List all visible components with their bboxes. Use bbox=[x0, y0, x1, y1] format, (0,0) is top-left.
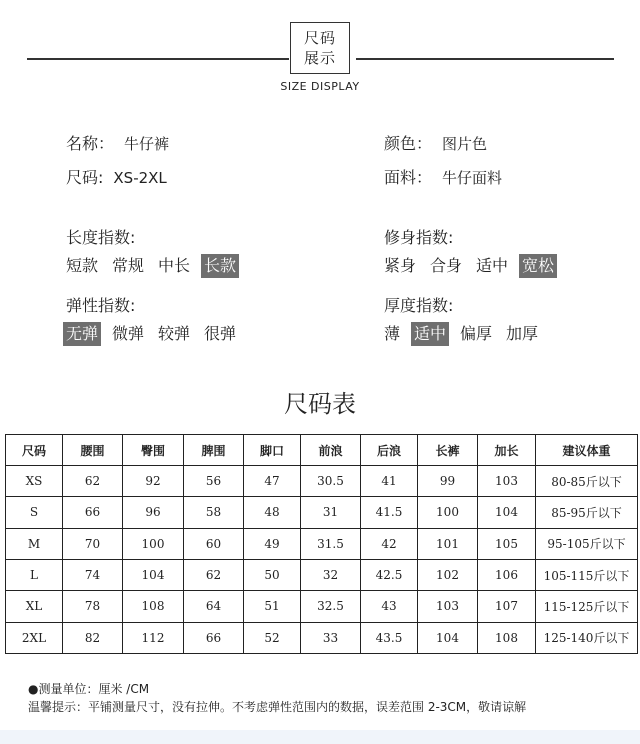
table-cell: 31 bbox=[301, 497, 361, 528]
header-cell: 长裤 bbox=[418, 435, 478, 466]
table-cell: 60 bbox=[184, 528, 244, 559]
header-divider-right bbox=[356, 58, 614, 60]
table-cell: 32.5 bbox=[301, 591, 361, 622]
measurement-unit-note: ●测量单位：厘米 /CM bbox=[28, 682, 150, 696]
table-row bbox=[6, 497, 638, 528]
size-table bbox=[5, 434, 638, 654]
header-cell: 脚口 bbox=[244, 435, 301, 466]
table-row bbox=[6, 559, 638, 590]
table-cell: 104 bbox=[123, 559, 184, 590]
table-cell: 30.5 bbox=[301, 466, 361, 497]
table-cell: 102 bbox=[418, 559, 478, 590]
table-cell: 56 bbox=[184, 466, 244, 497]
table-cell: XL bbox=[6, 591, 63, 622]
product-color-row bbox=[384, 131, 487, 154]
thickness-option: 偏厚 bbox=[460, 324, 493, 343]
table-cell: 78 bbox=[63, 591, 123, 622]
product-size-label: 尺码: bbox=[66, 168, 104, 187]
elastic-option: 很弹 bbox=[204, 324, 237, 343]
table-cell: 41 bbox=[361, 466, 418, 497]
table-cell: 115-125斤以下 bbox=[536, 591, 638, 622]
table-cell: 106 bbox=[478, 559, 536, 590]
table-cell: 42.5 bbox=[361, 559, 418, 590]
table-row bbox=[6, 466, 638, 497]
size-table-header-row bbox=[6, 435, 638, 466]
product-name-label: 名称： bbox=[66, 134, 115, 153]
header-cell: 臀围 bbox=[123, 435, 184, 466]
table-cell: 52 bbox=[244, 622, 301, 653]
table-cell: 104 bbox=[478, 497, 536, 528]
table-cell: 82 bbox=[63, 622, 123, 653]
elastic-option: 无弹 bbox=[63, 322, 101, 346]
table-cell: 101 bbox=[418, 528, 478, 559]
elastic-index-title: 弹性指数: bbox=[66, 296, 136, 315]
table-cell: 96 bbox=[123, 497, 184, 528]
bottom-band bbox=[0, 730, 640, 744]
product-size-row bbox=[66, 165, 167, 188]
table-cell: 31.5 bbox=[301, 528, 361, 559]
table-cell: 99 bbox=[418, 466, 478, 497]
table-cell: 32 bbox=[301, 559, 361, 590]
table-cell: 43.5 bbox=[361, 622, 418, 653]
table-cell: 85-95斤以下 bbox=[536, 497, 638, 528]
table-cell: L bbox=[6, 559, 63, 590]
header-cell: 建议体重 bbox=[536, 435, 638, 466]
table-cell: 100 bbox=[123, 528, 184, 559]
table-cell: 64 bbox=[184, 591, 244, 622]
table-cell: 92 bbox=[123, 466, 184, 497]
table-cell: 51 bbox=[244, 591, 301, 622]
table-cell: 62 bbox=[63, 466, 123, 497]
header-cell: 脾围 bbox=[184, 435, 244, 466]
thickness-option: 薄 bbox=[384, 324, 401, 343]
product-fabric-label: 面料： bbox=[384, 168, 433, 187]
table-cell: S bbox=[6, 497, 63, 528]
table-row bbox=[6, 622, 638, 653]
thickness-index-title: 厚度指数: bbox=[384, 296, 454, 315]
table-cell: 50 bbox=[244, 559, 301, 590]
length-option: 常规 bbox=[112, 256, 145, 275]
table-row bbox=[6, 528, 638, 559]
table-cell: 33 bbox=[301, 622, 361, 653]
table-cell: 62 bbox=[184, 559, 244, 590]
table-cell: 105 bbox=[478, 528, 536, 559]
table-cell: 103 bbox=[418, 591, 478, 622]
elastic-option: 较弹 bbox=[158, 324, 191, 343]
table-cell: 70 bbox=[63, 528, 123, 559]
table-cell: XS bbox=[6, 466, 63, 497]
product-fabric-value: 牛仔面料 bbox=[442, 169, 503, 187]
table-cell: 41.5 bbox=[361, 497, 418, 528]
table-cell: 103 bbox=[478, 466, 536, 497]
product-size-value: XS-2XL bbox=[113, 169, 167, 187]
fit-option: 合身 bbox=[430, 256, 463, 275]
table-cell: 48 bbox=[244, 497, 301, 528]
fit-index-title: 修身指数: bbox=[384, 228, 454, 247]
thickness-index-options bbox=[381, 322, 541, 346]
table-cell: M bbox=[6, 528, 63, 559]
table-cell: 66 bbox=[63, 497, 123, 528]
table-cell: 108 bbox=[123, 591, 184, 622]
table-cell: 47 bbox=[244, 466, 301, 497]
table-cell: 105-115斤以下 bbox=[536, 559, 638, 590]
table-cell: 125-140斤以下 bbox=[536, 622, 638, 653]
table-cell: 100 bbox=[418, 497, 478, 528]
fit-option: 紧身 bbox=[384, 256, 417, 275]
table-row bbox=[6, 591, 638, 622]
measurement-tip-note: 温馨提示：平铺测量尺寸，没有拉伸。不考虑弹性范围内的数据，误差范围 2-3CM，敬请谅解 bbox=[28, 700, 527, 714]
size-display-badge bbox=[290, 22, 350, 74]
header-cell: 加长 bbox=[478, 435, 536, 466]
table-cell: 104 bbox=[418, 622, 478, 653]
table-cell: 66 bbox=[184, 622, 244, 653]
table-cell: 2XL bbox=[6, 622, 63, 653]
thickness-option: 适中 bbox=[411, 322, 449, 346]
length-option: 长款 bbox=[201, 254, 239, 278]
fit-option: 适中 bbox=[476, 256, 509, 275]
table-cell: 108 bbox=[478, 622, 536, 653]
fit-option: 宽松 bbox=[519, 254, 557, 278]
product-color-label: 颜色： bbox=[384, 134, 433, 153]
table-cell: 95-105斤以下 bbox=[536, 528, 638, 559]
header-cell: 腰围 bbox=[63, 435, 123, 466]
table-cell: 58 bbox=[184, 497, 244, 528]
header-cell: 后浪 bbox=[361, 435, 418, 466]
table-cell: 112 bbox=[123, 622, 184, 653]
table-cell: 42 bbox=[361, 528, 418, 559]
product-fabric-row bbox=[384, 165, 502, 188]
thickness-option: 加厚 bbox=[506, 324, 539, 343]
size-display-subtitle: SIZE DISPLAY bbox=[280, 80, 360, 93]
badge-line-1: 尺码 bbox=[303, 29, 336, 47]
length-option: 短款 bbox=[66, 256, 99, 275]
table-cell: 107 bbox=[478, 591, 536, 622]
fit-index-options bbox=[381, 254, 557, 278]
elastic-index-options bbox=[63, 322, 239, 346]
size-table-title: 尺码表 bbox=[284, 390, 356, 418]
product-name-value: 牛仔裤 bbox=[124, 135, 170, 153]
length-index-title: 长度指数: bbox=[66, 228, 136, 247]
length-index-options bbox=[63, 254, 239, 278]
badge-line-2: 展示 bbox=[303, 49, 336, 67]
elastic-option: 微弹 bbox=[112, 324, 145, 343]
header-cell: 尺码 bbox=[6, 435, 63, 466]
header-cell: 前浪 bbox=[301, 435, 361, 466]
product-name-row bbox=[66, 131, 169, 154]
length-option: 中长 bbox=[158, 256, 191, 275]
table-cell: 80-85斤以下 bbox=[536, 466, 638, 497]
table-cell: 74 bbox=[63, 559, 123, 590]
table-cell: 43 bbox=[361, 591, 418, 622]
product-color-value: 图片色 bbox=[442, 135, 488, 153]
header-divider-left bbox=[27, 58, 289, 60]
table-cell: 49 bbox=[244, 528, 301, 559]
